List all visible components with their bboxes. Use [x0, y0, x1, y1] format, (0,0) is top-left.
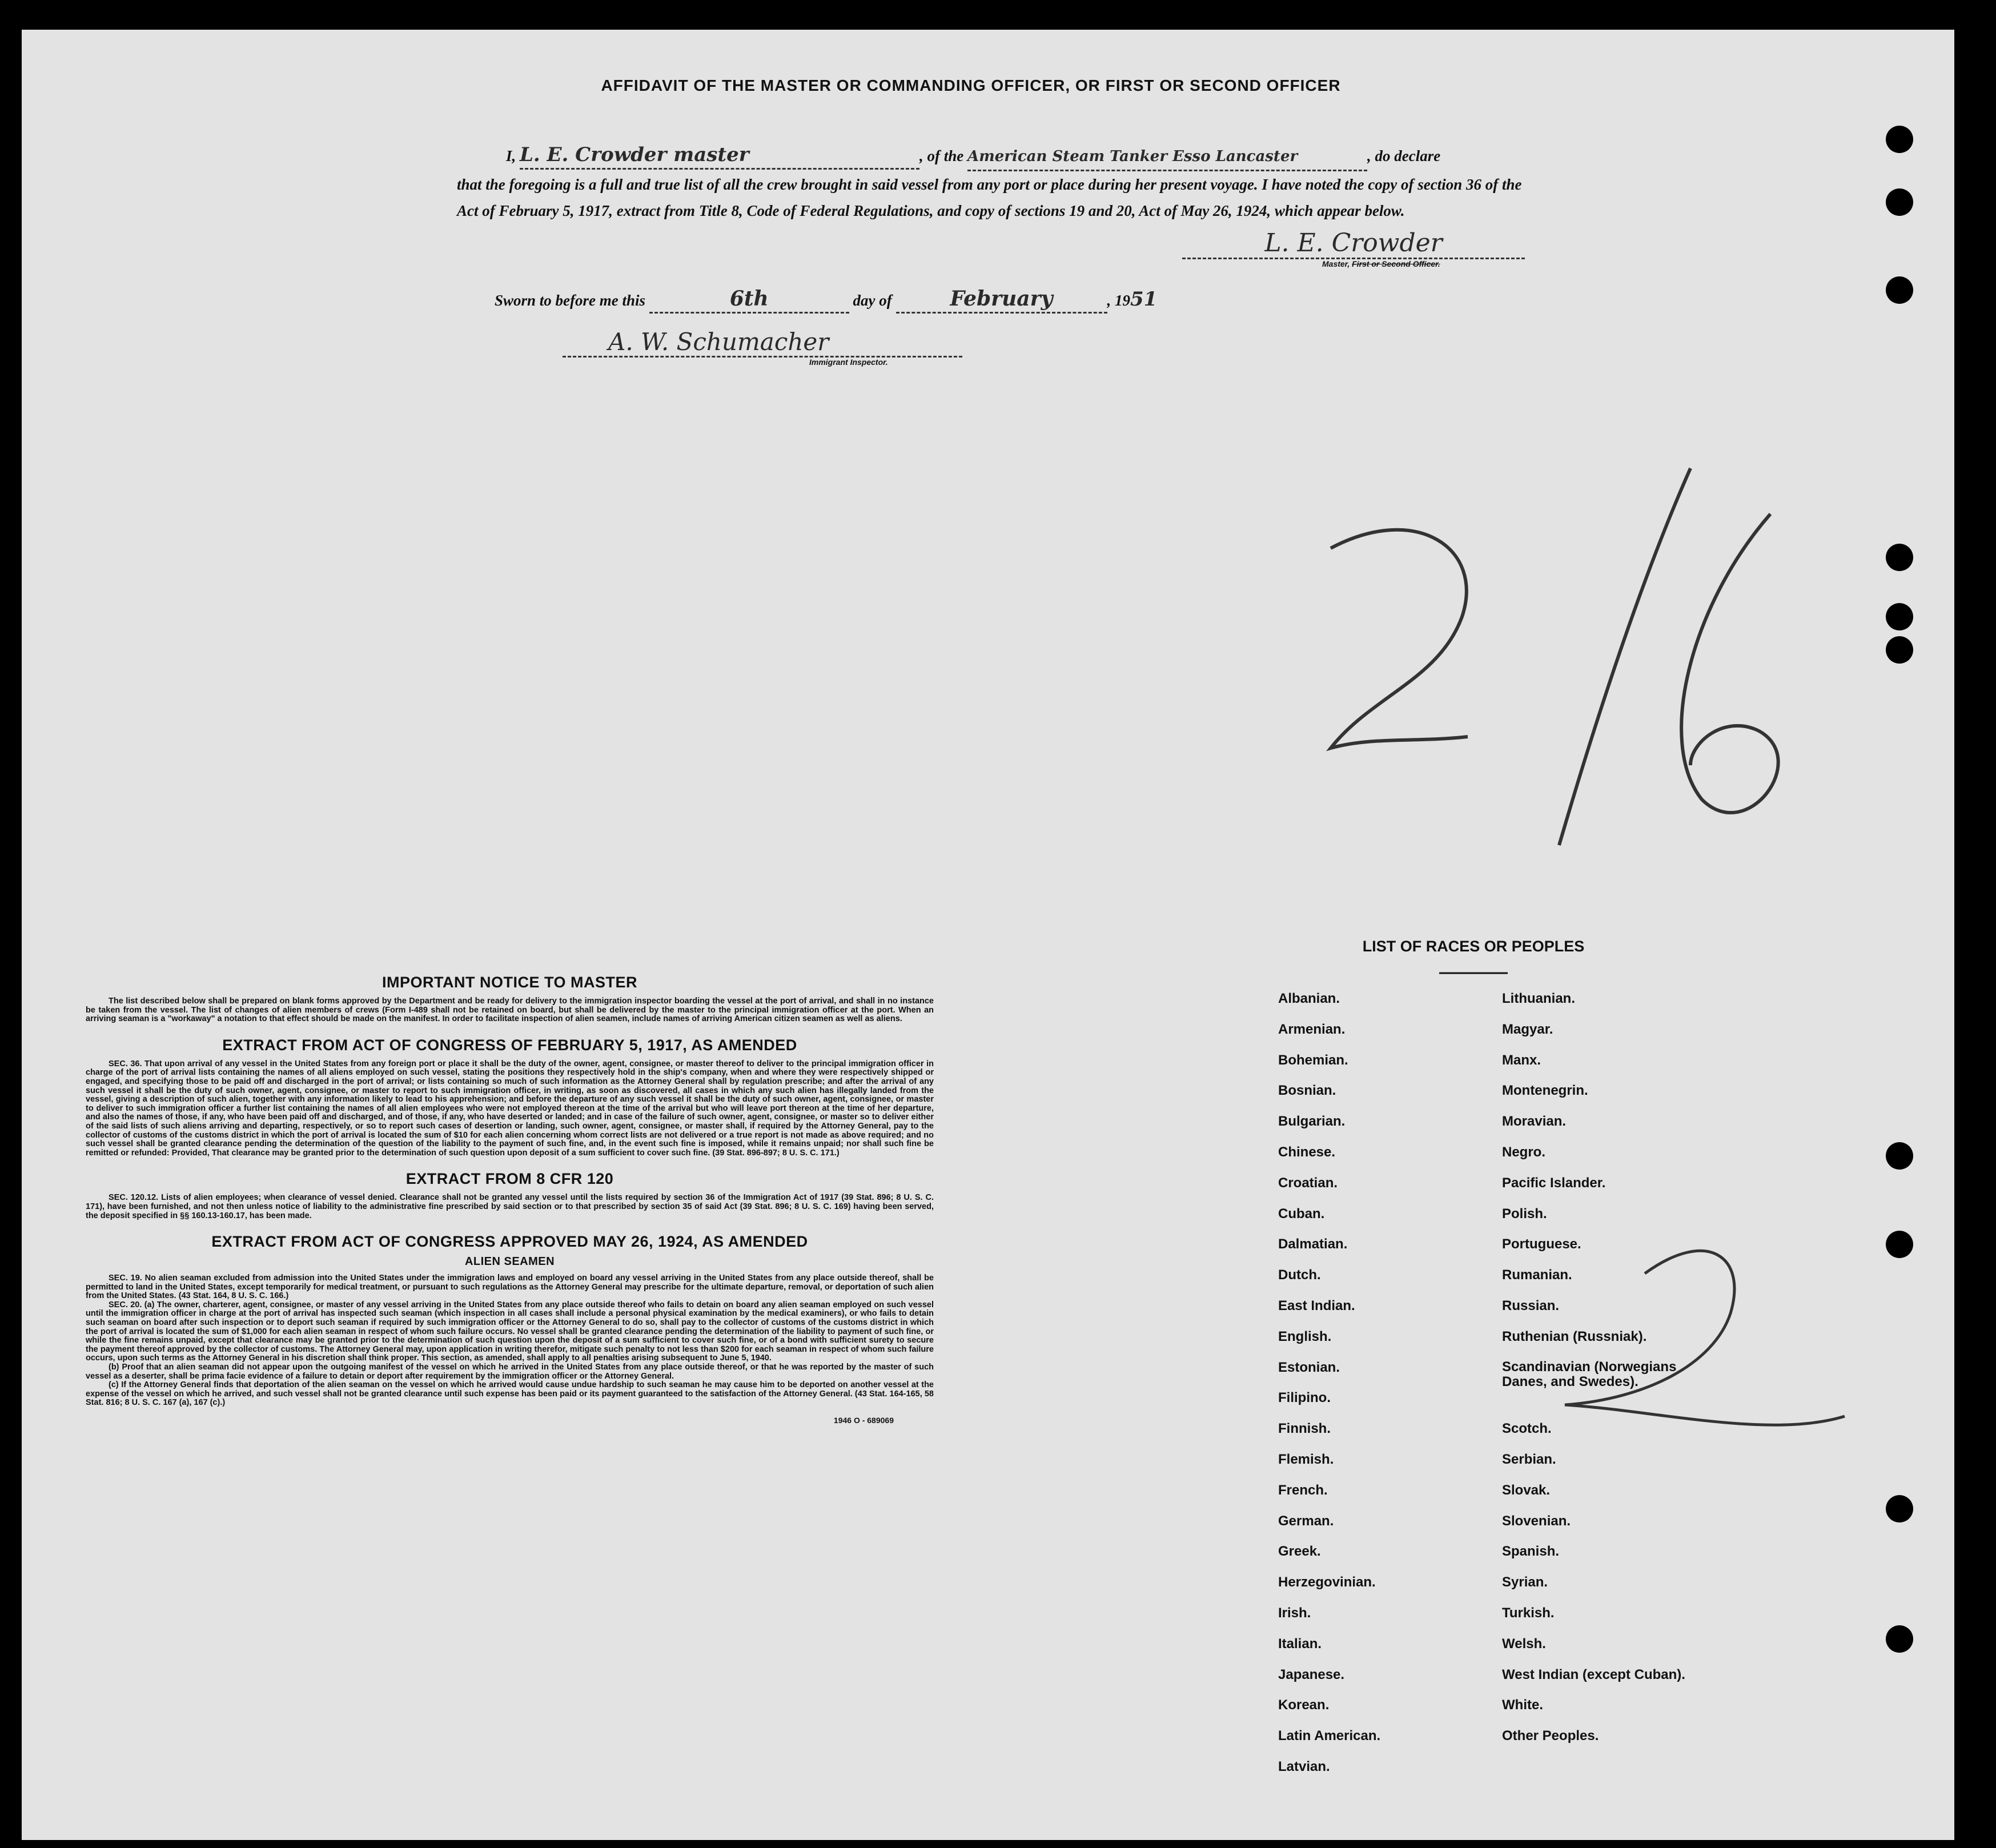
sworn-label: Sworn to before me this — [495, 292, 646, 309]
declaration-lead: I, — [506, 147, 516, 164]
section-20a-paragraph: SEC. 20. (a) The owner, charterer, agent, consignee, or master of any vessel arriving in the United States from any place outside thereof who fails to detain on board any alien seaman employed on such vessel until the immigration officer in charge at the port of arrival has inspected such seaman (which inspection in all cases shall include a personal physical examination by the medical examiners), or who fails to detain such seaman on board after such inspection or to deport such seaman if required by such immigration officer or the Attorney General to do so, shall pay to the collector of customs of the customs district in which the port of arrival is located the sum of $1,000 for each alien seaman in respect of whom such failure occurs. No vessel shall be granted clearance pending the determination of the liability to payment of such fine, or while the fine remains unpaid, except that clearance may be granted prior to the determination of such question upon the deposit of a sum sufficient to cover such fine, or of a bond with sufficient surety to secure the payment thereof approved by the collector of customs. The Attorney General may, upon application in writing therefor, mitigate such penalty to not less than $200 for each seaman in respect of whom such failure occurs, upon such terms as the Attorney General in his discretion shall think proper. This section, as amended, shall apply to all penalties arising subsequent to June 5, 1940. — [86, 1300, 934, 1363]
alien-seamen-subheading: ALIEN SEAMEN — [464, 1255, 555, 1268]
do-declare-label: , do declare — [1367, 147, 1441, 164]
digit-two-stroke — [1331, 530, 1468, 748]
legal-text-column — [86, 974, 934, 1425]
race-item: Dalmatian. — [1278, 1236, 1348, 1252]
extract-1917-heading: EXTRACT FROM ACT OF CONGRESS OF FEBRUARY 5, 1917, AS AMENDED — [222, 1036, 797, 1054]
race-item: Ruthenian (Russniak). — [1502, 1328, 1647, 1344]
signature-caption-struck: First or Second Officer. — [1352, 259, 1440, 268]
race-item: English. — [1278, 1328, 1332, 1344]
race-item: Magyar. — [1502, 1021, 1553, 1037]
race-item: Finnish. — [1278, 1421, 1331, 1437]
master-signature: L. E. Crowder — [1182, 228, 1525, 259]
race-item: Chinese. — [1278, 1144, 1336, 1160]
of-the-label: , of the — [919, 147, 964, 164]
declaration-text: that the foregoing is a full and true list of all the crew brought in said vessel from any port or place during her present voyage. I have noted the copy of section 36 of the Act of February 5, 1917, extract from Title 8, Code of Federal Regulations, and copy of sections 19 and 20, Act of May 26, 1924, which appear below. — [457, 176, 1522, 219]
master-name-signature: L. E. Crowder master — [520, 142, 919, 170]
race-item: Flemish. — [1278, 1452, 1334, 1467]
signature-caption-master: Master, — [1322, 259, 1350, 268]
race-item: Dutch. — [1278, 1267, 1321, 1283]
notice-body: The list described below shall be prepared on blank forms approved by the Department and be ready for delivery to the immigration inspector boarding the vessel at the port of arrival, and shall in no instance be taken from the vessel. The list of changes of alien members of crews (Form I-489 shall not be retained on board, but shall be delivered by the master to the principal immigration officer at the port. When an arriving seaman is a "workaway" a notation to that effect should be made on the manifest. In order to facilitate inspection of alien seamen, include names of arriving American citizen seamen as well as aliens. — [86, 997, 934, 1024]
notice-heading: IMPORTANT NOTICE TO MASTER — [382, 974, 637, 991]
race-item: Scandinavian (Norwegians Danes, and Swedes). — [1502, 1359, 1677, 1389]
extract-1924-heading: EXTRACT FROM ACT OF CONGRESS APPROVED MAY 26, 1924, AS AMENDED — [211, 1233, 808, 1251]
race-item: Other Peoples. — [1502, 1728, 1599, 1744]
day-of-label: day of — [853, 292, 892, 309]
sworn-year: 51 — [1130, 288, 1158, 311]
race-item: Moravian. — [1502, 1114, 1567, 1130]
section-20b-paragraph: (b) Proof that an alien seaman did not appear upon the outgoing manifest of the vessel on which he arrived in the United States from any place outside thereof, or that he was reported by the master of such vessel as a deserter, shall be prima facie evidence of a failure to detain or deport after requirement by the immigration officer or the Attorney General. — [86, 1363, 934, 1381]
year-prefix: , 19 — [1107, 292, 1131, 309]
race-item: White. — [1502, 1697, 1543, 1713]
race-item: Armenian. — [1278, 1021, 1346, 1037]
race-item: Bulgarian. — [1278, 1114, 1346, 1130]
race-item: Greek. — [1278, 1544, 1321, 1560]
section-19-paragraph: SEC. 19. No alien seaman excluded from admission into the United States under the immigration laws and employed on board any vessel arriving in the United States from any place outside thereof, shall be permitted to land in the United States, except temporarily for medical treatment, or pursuant to such regulations as the Attorney General may prescribe for the ultimate departure, removal, or deportation of such alien from the United States. (43 Stat. 164, 8 U. S. C. 166.) — [86, 1273, 934, 1301]
race-item: Slovak. — [1502, 1482, 1551, 1498]
race-item: Portuguese. — [1502, 1236, 1581, 1252]
race-item: Bohemian. — [1278, 1052, 1348, 1068]
race-item: Albanian. — [1278, 991, 1340, 1006]
affidavit-title: AFFIDAVIT OF THE MASTER OR COMMANDING OFFICER, OR FIRST OR SECOND OFFICER — [601, 77, 1341, 94]
race-item: French. — [1278, 1482, 1328, 1498]
sworn-day: 6th — [649, 286, 849, 314]
race-item: Slovenian. — [1502, 1513, 1571, 1529]
race-item: Turkish. — [1502, 1605, 1555, 1621]
race-item: Montenegrin. — [1502, 1083, 1588, 1099]
race-item: Scotch. — [1502, 1421, 1552, 1437]
race-item: Cuban. — [1278, 1206, 1325, 1222]
race-item: Korean. — [1278, 1697, 1330, 1713]
race-item: German. — [1278, 1513, 1334, 1529]
race-item: Rumanian. — [1502, 1267, 1572, 1283]
race-item: Filipino. — [1278, 1390, 1331, 1406]
race-item: Bosnian. — [1278, 1083, 1336, 1099]
inspector-signature: A. W. Schumacher — [563, 328, 962, 357]
race-item: Italian. — [1278, 1636, 1322, 1652]
digit-one-stroke — [1559, 468, 1690, 845]
vessel-name-handwritten: American Steam Tanker Esso Lancaster — [967, 143, 1367, 171]
race-item: Croatian. — [1278, 1175, 1338, 1191]
race-item: Russian. — [1502, 1298, 1560, 1313]
inspector-caption: Immigrant Inspector. — [809, 357, 888, 367]
race-item: Latvian. — [1278, 1759, 1330, 1774]
race-item: Lithuanian. — [1502, 991, 1575, 1006]
sworn-month: February — [896, 286, 1107, 314]
extract-1917-body: SEC. 36. That upon arrival of any vessel in the United States from any foreign port or place it shall be the duty of the owner, agent, consignee, or master thereof to deliver to the principal immigration officer in charge of the port of arrival lists containing the names of all aliens employed on such vessel, stating the positions they respectively hold in the ship's company, when and where they were respectively shipped or engaged, and specifying those to be paid off and discharged in the port of arrival; or lists containing so much of such information as the Attorney General shall by regulation prescribe; and after the arrival of any such vessel it shall be the duty of such owner, agent, consignee, or master to report to such immigration officer, in writing, as soon as discovered, all cases in which any such alien has illegally landed from the vessel, giving a description of such alien, together with any information likely to lead to his apprehension; and before the departure of any such vessel it shall be the duty of such owner, agent, consignee, or master to deliver to such immigration officer a further list containing the names of all alien employees who were not employed thereon at the time of the arrival but who will leave port thereon at the time of her departure, and also the names of those, if any, who have been paid off and discharged, and of those, if any, who have deserted or landed; and in case of the failure of such owner, agent, consignee, or master so to deliver either of the said lists of such aliens arriving and departing, respectively, or so to report such cases of desertion or landing, such owner, agent, consignee, or master shall, if required by the Attorney General, pay to the collector of customs of the customs district in which the port of arrival is located the sum of $10 for each alien concerning whom correct lists are not delivered or a true report is not made as above required; and no such vessel shall be granted clearance pending the determination of the question of the liability to the payment of such fine, and, in the event such fine is imposed, while it remains unpaid; nor shall such fine be remitted or refunded: Provided, That clearance may be granted prior to the determination of such question upon deposit of a sum sufficient to cover such fine. (39 Stat. 896-897; 8 U. S. C. 171.) — [86, 1059, 934, 1158]
extract-cfr-heading: EXTRACT FROM 8 CFR 120 — [405, 1170, 614, 1188]
race-item: Negro. — [1502, 1144, 1546, 1160]
extract-cfr-body: SEC. 120.12. Lists of alien employees; when clearance of vessel denied. Clearance shall not be granted any vessel until the lists required by section 36 of the Immigration Act of 1917 (39 Stat. 896; 8 U. S. C. 171), have been furnished, and not then unless notice of liability to the administrative fine prescribed by said section or to that prescribed by section 35 of said Act (39 Stat. 896; 8 U. S. C. 169) having been served, the deposit specified in §§ 160.13-160.17, has been made. — [86, 1193, 934, 1220]
race-item: Serbian. — [1502, 1452, 1556, 1467]
print-code: 1946 O - 689069 — [833, 1416, 894, 1425]
digit-six-stroke — [1681, 514, 1778, 813]
race-item: West Indian (except Cuban). — [1502, 1666, 1685, 1682]
race-item: Spanish. — [1502, 1544, 1560, 1560]
races-heading: LIST OF RACES OR PEOPLES — [1362, 938, 1585, 955]
race-item: East Indian. — [1278, 1298, 1355, 1313]
race-item: Estonian. — [1278, 1359, 1340, 1375]
race-item: Polish. — [1502, 1206, 1547, 1222]
race-item: Japanese. — [1278, 1666, 1345, 1682]
race-item: Welsh. — [1502, 1636, 1546, 1652]
race-item: Pacific Islander. — [1502, 1175, 1606, 1191]
race-item: Latin American. — [1278, 1728, 1381, 1744]
race-item: Syrian. — [1502, 1574, 1548, 1590]
race-item: Herzegovinian. — [1278, 1574, 1376, 1590]
section-20c-paragraph: (c) If the Attorney General finds that deportation of the alien seaman on the vessel on which he arrived would cause undue hardship to such seaman he may cause him to be deported on another vessel at the expense of the vessel on which he arrived, and such vessel shall not be granted clearance until such expense has been paid or its payment guaranteed to the satisfaction of the Attorney General. (43 Stat. 164-165, 58 Stat. 816; 8 U. S. C. 167 (a), 167 (c).) — [86, 1380, 934, 1408]
race-item: Irish. — [1278, 1605, 1311, 1621]
race-item: Manx. — [1502, 1052, 1541, 1068]
